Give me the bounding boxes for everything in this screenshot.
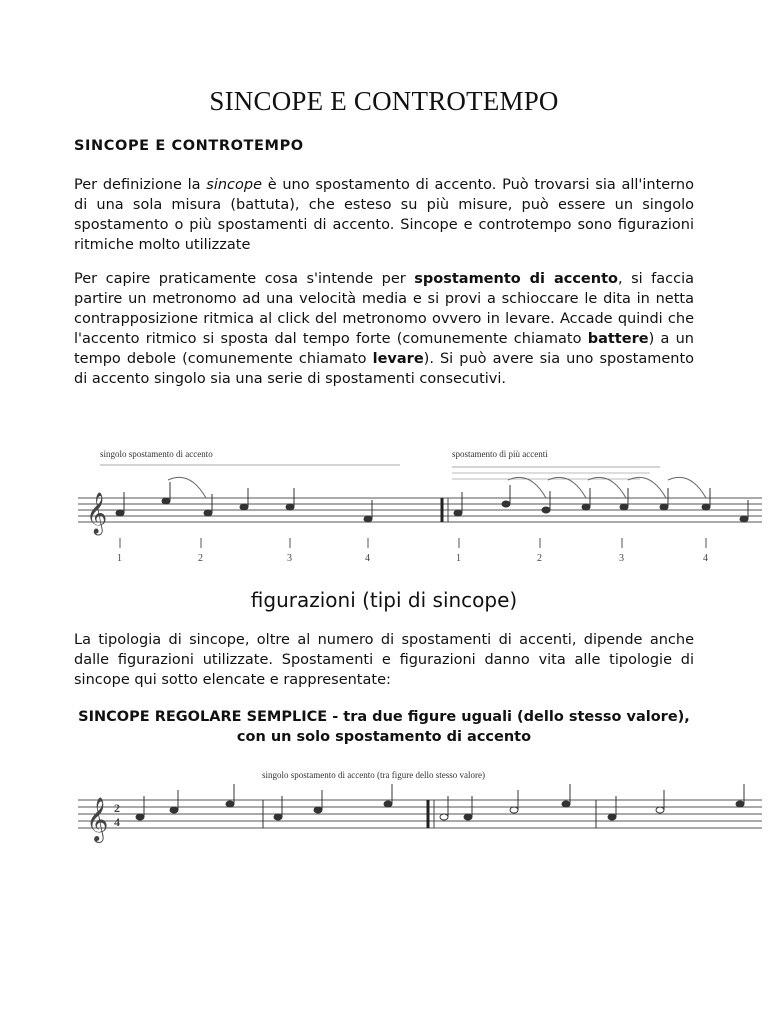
beat-number: 2	[198, 553, 203, 564]
beat-number: 2	[537, 553, 542, 564]
subtitle-figurazioni: figurazioni (tipi di sincope)	[250, 588, 518, 612]
section-heading: SINCOPE E CONTROTEMPO	[74, 138, 304, 154]
paragraph-explanation: Per capire praticamente cosa s'intende per spostamento di accento, si faccia partire un metronomo ad una velocità media e si provi a schioccare le dita in netta contrapposizione ritmica al click del metronomo ovvero in levare. Accade quindi che l'accento ritmico si sposta dal tempo forte (comunemente chiamato battere) a un tempo debole (comunemente chiamato levare). Si può avere sia uno spostamento di accento singolo sia una serie di spostamenti consecutivi.	[74, 271, 695, 387]
page-title: SINCOPE E CONTROTEMPO	[209, 86, 559, 116]
syncopation-example-figure	[0, 440, 768, 570]
beat-number: 4	[703, 553, 708, 564]
treble-clef-icon: 𝄞	[86, 493, 108, 533]
beat-numbers	[117, 553, 708, 564]
figure1-left-label: singolo spostamento di accento	[100, 449, 213, 459]
beat-number: 3	[287, 553, 292, 564]
figure2-label: singolo spostamento di accento (tra figure dello stesso valore)	[262, 770, 485, 780]
beat-number: 4	[365, 553, 370, 564]
regular-syncopation-figure	[0, 752, 768, 852]
rule-heading: SINCOPE REGOLARE SEMPLICE - tra due figure uguali (dello stesso valore), con un solo spostamento di accento	[78, 709, 690, 745]
paragraph-typology: La tipologia di sincope, oltre al numero di spostamenti di accenti, dipende anche dalle figurazioni utilizzate. Spostamenti e figurazioni danno vita alle tipologie di sincope qui sotto elencate e rappresentate:	[74, 632, 694, 688]
treble-clef-icon: 𝄞	[86, 799, 109, 841]
time-signature-top: 2	[114, 801, 120, 815]
notes	[136, 784, 744, 820]
paragraph-definition: Per definizione la sincope è uno spostamento di accento. Può trovarsi sia all'interno di una sola misura (battuta), che esteso su più misure, può essere un singolo spostamento o più spostamenti di accento. Sincope e controtempo sono figurazioni ritmiche molto utilizzate	[74, 177, 694, 253]
beat-markers	[120, 538, 706, 548]
beat-number: 1	[117, 553, 122, 564]
staff-lines	[78, 800, 762, 828]
beat-number: 1	[456, 553, 461, 564]
staff-lines	[78, 498, 762, 522]
time-signature-bottom: 4	[114, 815, 120, 829]
accent-arcs	[168, 477, 706, 498]
beat-number: 3	[619, 553, 624, 564]
figure1-right-label: spostamento di più accenti	[452, 449, 548, 459]
